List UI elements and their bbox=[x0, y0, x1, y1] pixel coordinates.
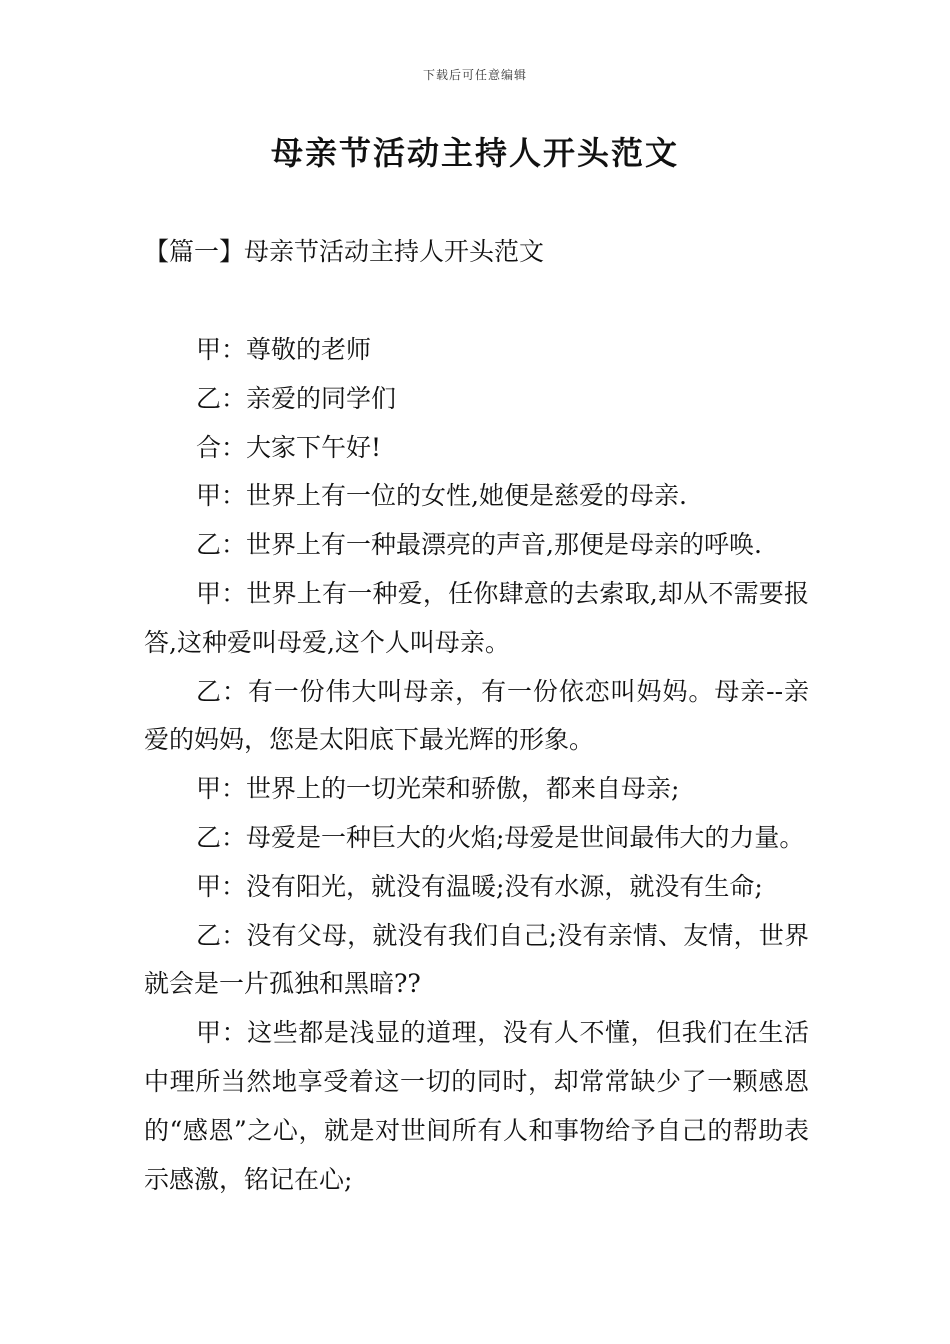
paragraph: 乙：有一份伟大叫母亲，有一份依恋叫妈妈。母亲--亲爱的妈妈，您是太阳底下最光辉的形象。 bbox=[144, 676, 809, 755]
document-title: 母亲节活动主持人开头范文 bbox=[270, 134, 679, 172]
paragraph: 乙：母爱是一种巨大的火焰;母爱是世间最伟大的力量。 bbox=[196, 822, 805, 852]
paragraph: 合：大家下午好! bbox=[196, 432, 382, 462]
paragraph: 甲：没有阳光，就没有温暖;没有水源，就没有生命; bbox=[196, 871, 763, 901]
paragraph: 甲：尊敬的老师 bbox=[196, 335, 372, 364]
section-heading: 【篇一】母亲节活动主持人开头范文 bbox=[144, 237, 545, 266]
paragraph: 甲：世界上有一位的女性,她便是慈爱的母亲. bbox=[196, 481, 687, 511]
paragraph: 甲：这些都是浅显的道理，没有人不懂，但我们在生活中理所当然地享受着这一切的同时，却常常缺少了一颗感恩的“感恩”之心，就是对世间所有人和事物给予自己的帮助表示感激，铭记在心; bbox=[144, 1018, 809, 1194]
paragraph: 甲：世界上的一切光荣和骄傲，都来自母亲; bbox=[196, 774, 680, 804]
paragraph: 乙：没有父母，就没有我们自己;没有亲情、友情，世界就会是一片孤独和黑暗?? bbox=[144, 920, 809, 999]
paragraph: 乙：世界上有一种最漂亮的声音,那便是母亲的呼唤. bbox=[196, 530, 762, 560]
paragraph: 甲：世界上有一种爱，任你肆意的去索取,却从不需要报答,这种爱叫母爱,这个人叫母亲。 bbox=[144, 578, 809, 657]
body-text bbox=[144, 326, 809, 1204]
paragraph: 乙：亲爱的同学们 bbox=[196, 383, 397, 413]
header-note: 下载后可任意编辑 bbox=[422, 68, 527, 82]
